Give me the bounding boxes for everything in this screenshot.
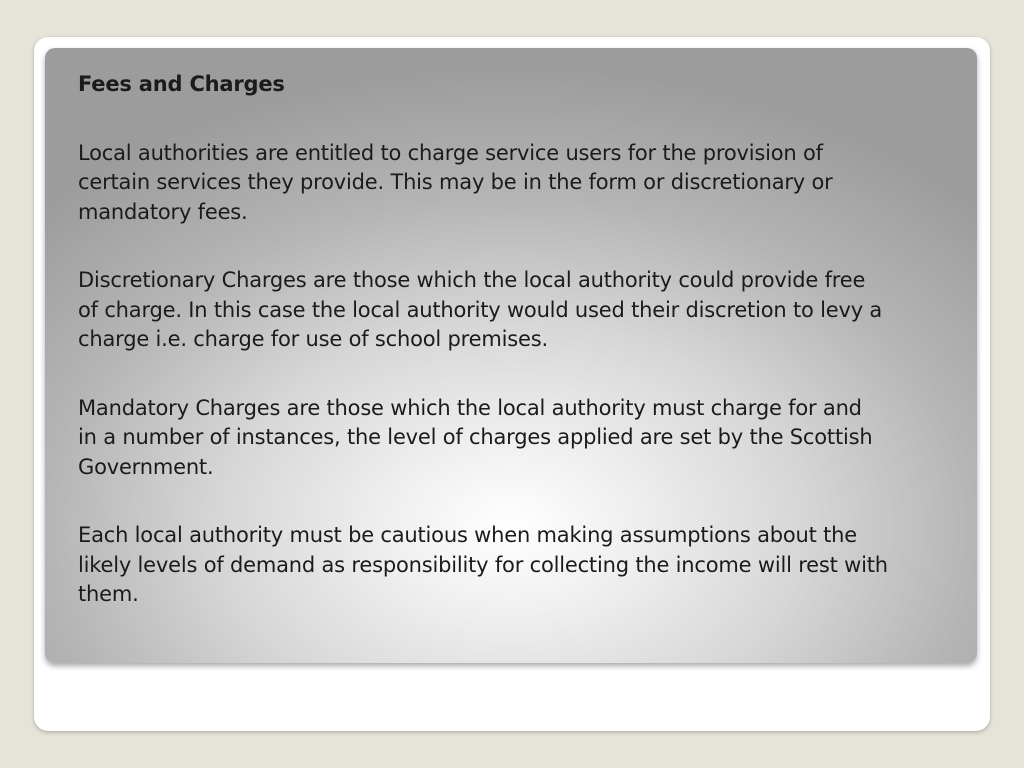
paragraph-line: mandatory fees.: [78, 199, 248, 224]
paragraph-line: Local authorities are entitled to charge service users for the provision of: [78, 140, 823, 165]
paragraph-line: certain services they provide. This may be in the form or discretionary or: [78, 170, 833, 194]
paragraph-line: Government.: [78, 454, 214, 479]
paragraph-line: of charge. In this case the local authority would used their discretion to levy a: [78, 297, 883, 322]
paragraph-discretionary-charges: [78, 266, 968, 355]
content-panel: [45, 48, 977, 663]
slide-text-body: [78, 70, 968, 649]
paragraph-caution: [78, 521, 968, 610]
paragraph-local-authorities: [78, 139, 968, 228]
paragraph-mandatory-charges: [78, 394, 968, 483]
paragraph-line: them.: [78, 582, 139, 606]
slide-heading: Fees and Charges: [78, 72, 285, 96]
paragraph-line: Discretionary Charges are those which the local authority could provide free: [78, 268, 866, 292]
paragraph-line: Each local authority must be cautious when making assumptions about the: [78, 523, 858, 547]
paragraph-line: in a number of instances, the level of charges applied are set by the Scottish: [78, 425, 873, 449]
paragraph-line: Mandatory Charges are those which the local authority must charge for and: [78, 395, 862, 420]
paragraph-line: likely levels of demand as responsibility for collecting the income will rest with: [78, 552, 888, 577]
paragraph-line: charge i.e. charge for use of school premises.: [78, 327, 548, 351]
